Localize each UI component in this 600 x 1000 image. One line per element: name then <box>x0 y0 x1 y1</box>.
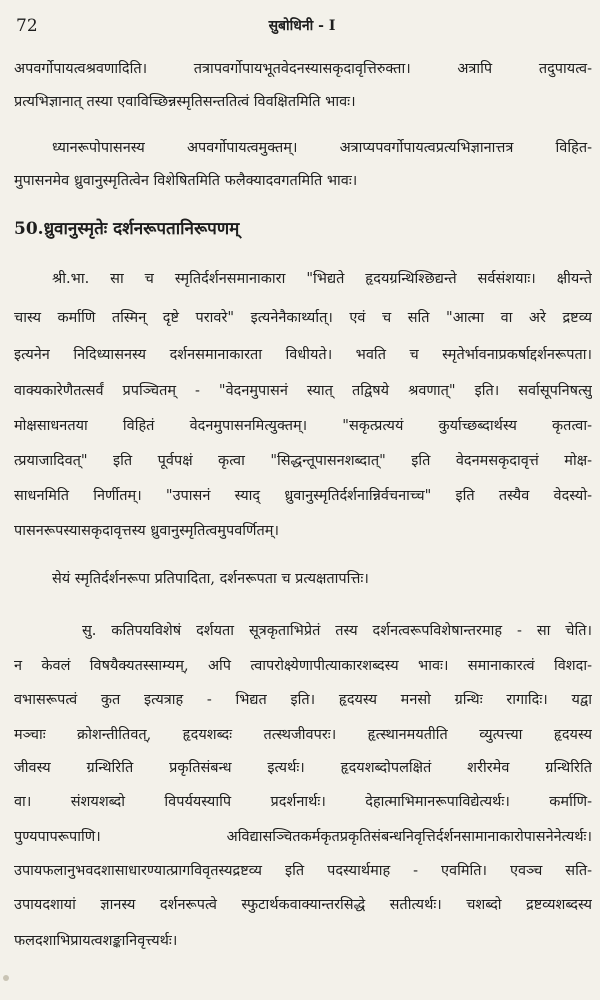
text-line: वा। संशयशब्दो विपर्ययस्यापि प्रदर्शनार्थः। देहात्माभिमानरूपाविद्येत्यर्थः। कर्माणि- <box>14 794 592 810</box>
text-line: श्री.भा. सा च स्मृतिर्दर्शनसमानाकारा "भिद्यते हृदयग्रन्थिश्छिद्यन्ते सर्वसंशयाः। क्षीयन्ते <box>52 271 592 287</box>
text-line: उपायफलानुभवदशासाधारण्यात्प्रागविवृतस्यद्रष्टव्य इति पदस्यार्थमाह - एवमिति। एवञ्च सति- <box>14 863 592 879</box>
text-line: मुपासनमेव ध्रुवानुस्मृतित्वेन विशेषितमिति फलैक्यादवगतमिति भावः। <box>14 173 358 189</box>
text-line: अपवर्गोपायत्वश्रवणादिति। तत्रापवर्गोपायभूतवेदनस्यासकृदावृत्तिरुक्ता। अत्रापि तदुपायत्व- <box>14 61 592 77</box>
text-line: प्रत्यभिज्ञानात् तस्या एवाविच्छिन्नस्मृतिसन्ततित्वं विवक्षितमिति भावः। <box>14 94 356 110</box>
running-title: सुबोधिनी - I <box>268 18 336 34</box>
text-line: वभासरूपत्वं कुत इत्यत्राह - भिद्यत इति। हृदयस्य मनसो ग्रन्थिः रागादिः। यद्वा <box>14 692 592 708</box>
text-line: इत्यनेन निदिध्यासनस्य दर्शनसमानाकारता विधीयते। भवति च स्मृतेर्भावनाप्रकर्षाद्दर्शनरूपता। <box>14 347 592 363</box>
text-line: त्प्रयाजादिवत्" इति पूर्वपक्षं कृत्वा "सिद्धन्तूपासनशब्दात्" इति वेदनमसकृदावृत्तं मोक्ष- <box>14 453 592 469</box>
ink-smudge-icon <box>0 968 20 988</box>
text-line: मोक्षसाधनतया विहितं वेदनमुपासनमित्युक्तम्। "सकृत्प्रत्ययं कुर्याच्छब्दार्थस्य कृतत्वा- <box>14 418 592 434</box>
text-line: साधनमिति निर्णीतम्। "उपासनं स्याद् ध्रुवानुस्मृतिर्दर्शनान्निर्वचनाच्च" इति तस्यैव वेदस्यो- <box>14 488 592 504</box>
text-line: सु. कतिपयविशेषं दर्शयता सूत्रकृताभिप्रेतं तस्य दर्शनत्वरूपविशेषान्तरमाह - सा चेति। <box>82 623 592 639</box>
text-line: फलदशाभिप्रायत्वशङ्कानिवृत्त्यर्थः। <box>14 933 178 949</box>
text-line: वाक्यकारेणैतत्सर्वं प्रपञ्चितम् - "वेदनमुपासनं स्यात् तद्विषये श्रवणात्" इति। सर्वासूपनिषत्सु <box>14 383 592 399</box>
text-line: ध्यानरूपोपासनस्य अपवर्गोपायत्वमुक्तम्। अत्राप्यपवर्गोपायत्वप्रत्यभिज्ञानात्तत्र विहित- <box>52 140 592 156</box>
text-line: मञ्चाः क्रोशन्तीतिवत्, हृदयशब्दः तत्स्थजीवपरः। हृत्स्थानमयतीति व्युत्पत्त्या हृदयस्य <box>14 727 592 743</box>
text-line: पासनरूपस्यासकृदावृत्तस्य ध्रुवानुस्मृतित्वमुपवर्णितम्। <box>14 523 279 539</box>
text-line: पुण्यपापरूपाणि। अविद्यासञ्चितकर्मकृतप्रकृतिसंबन्धनिवृत्तिर्दर्शनसामानाकारोपासनेनेत्यर्थः। <box>14 829 592 845</box>
text-line: चास्य कर्माणि तस्मिन् दृष्टे परावरे" इत्यनेनैकार्थ्यात्। एवं च सति "आत्मा वा अरे द्रष्टव्य <box>14 310 592 326</box>
section-heading: 50.ध्रुवानुस्मृतेः दर्शनरूपतानिरूपणम् <box>14 219 240 239</box>
text-line: सेयं स्मृतिर्दर्शनरूपा प्रतिपादिता, दर्शनरूपता च प्रत्यक्षतापत्तिः। <box>52 571 369 587</box>
text-line: न केवलं विषयैक्यतस्साम्यम्, अपि त्वापरोक्ष्येणापीत्याकारशब्दस्य भावः। समानाकारत्वं विशदा- <box>14 658 592 674</box>
text-line: उपायदशायां ज्ञानस्य दर्शनरूपत्वे स्फुटार्थकवाक्यान्तरसिद्धे सतीत्यर्थः। चशब्दो द्रष्टव्यशब्दस्य <box>14 897 592 913</box>
page-number: 72 <box>16 16 38 36</box>
text-line: जीवस्य ग्रन्थिरिति प्रकृतिसंबन्ध इत्यर्थः। हृदयशब्दोपलक्षितं शरीरमेव ग्रन्थिरिति <box>14 760 592 776</box>
